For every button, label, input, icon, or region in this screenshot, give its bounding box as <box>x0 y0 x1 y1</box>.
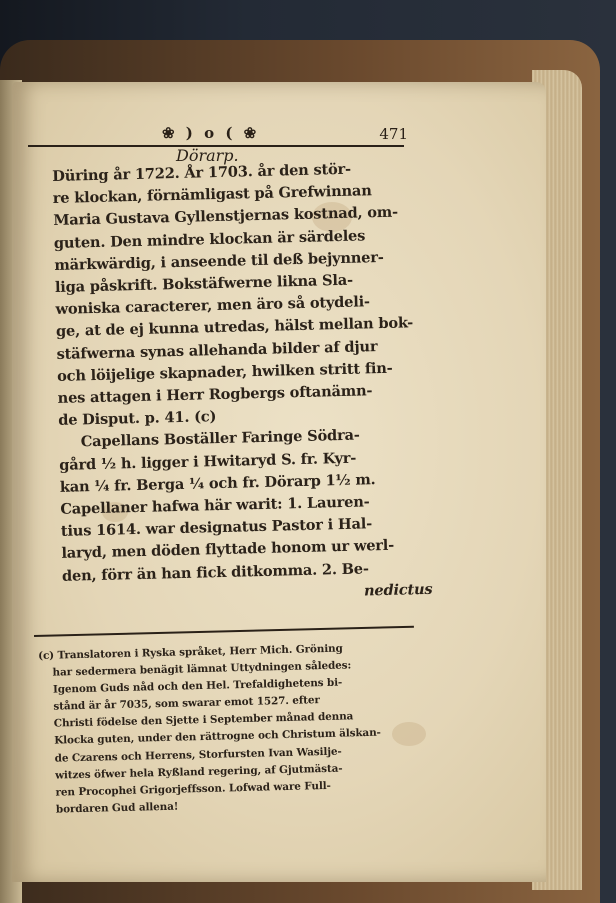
text-line: Capellans Boställer Faringe Södra- <box>80 427 360 451</box>
text-line: liga påskrift. Bokstäfwerne likna Sla- <box>54 271 354 296</box>
text-line: och löijelige skapnader, hwilken stritt fin- <box>56 359 393 385</box>
text-line: Capellaner hafwa här warit: 1. Lauren- <box>60 493 370 518</box>
catchword: nedictus <box>363 580 433 600</box>
footnote-rule <box>34 626 414 637</box>
text-line: ge, at de ej kunna utredas, hälst mellan bok- <box>55 314 414 341</box>
text-line: nes attagen i Herr Rogbergs oftanämn- <box>57 382 373 407</box>
text-line: guten. Den mindre klockan är särdeles <box>53 226 366 252</box>
footnote-line: Igenom Guds nåd och den Hel. Trefaldighetens bi- <box>52 676 343 696</box>
footnote-line: bordaren Gud allena! <box>55 800 179 816</box>
text-line: re klockan, förnämligast på Grefwinnan <box>52 182 372 208</box>
text-line: woniska caracterer, men äro så otydeli- <box>55 293 371 319</box>
body-text <box>52 157 433 610</box>
footnote-line: witzes öfwer hela Ryßland regering, af Gjutmästa- <box>54 762 343 782</box>
footnote-line: (c) Translatoren i Ryska språket, Herr Mich. Gröning <box>38 642 343 662</box>
text-line: stäfwerna synas allehanda bilder af djur <box>56 337 378 363</box>
text-line: Düring år 1722. År 1703. år den stör- <box>52 160 352 185</box>
footnote-line: har sedermera benägit lämnat Uttydningen således: <box>52 659 352 679</box>
book-page <box>12 82 546 882</box>
text-line: laryd, men döden flyttade honom ur werl- <box>61 537 395 563</box>
text-line: den, förr än han fick ditkomma. 2. Be- <box>61 560 369 585</box>
text-line: gård ½ h. ligger i Hwitaryd S. fr. Kyr- <box>59 449 357 474</box>
text-line: tius 1614. war designatus Pastor i Hal- <box>60 515 373 541</box>
footnote <box>38 639 418 819</box>
text-line: kan ¼ fr. Berga ¼ och fr. Dörarp 1½ m. <box>59 471 376 496</box>
running-head: Dörarp. <box>176 146 239 165</box>
text-line: Maria Gustava Gyllenstjernas kostnad, om- <box>53 203 399 230</box>
footnote-line: ren Procophei Grigorjeffsson. Lofwad ware Full- <box>55 779 331 799</box>
text-line: märkwärdig, i anseende til deß bejynner- <box>54 248 384 274</box>
text-line: de Disput. p. 41. (c) <box>58 408 217 430</box>
footnote-line: Klocka guten, under den rättrogne och Christum älskan- <box>54 727 381 748</box>
footnote-line: de Czarens och Herrens, Storfursten Ivan Wasilje- <box>54 745 342 765</box>
page-number: 471 <box>379 125 408 143</box>
footnote-line: Christi födelse den Sjette i September månad denna <box>53 710 354 731</box>
footnote-line: stånd är år 7035, som swarar emot 1527. efter <box>53 694 320 713</box>
header-ornament: ❀ ) o ( ❀ <box>162 124 260 142</box>
